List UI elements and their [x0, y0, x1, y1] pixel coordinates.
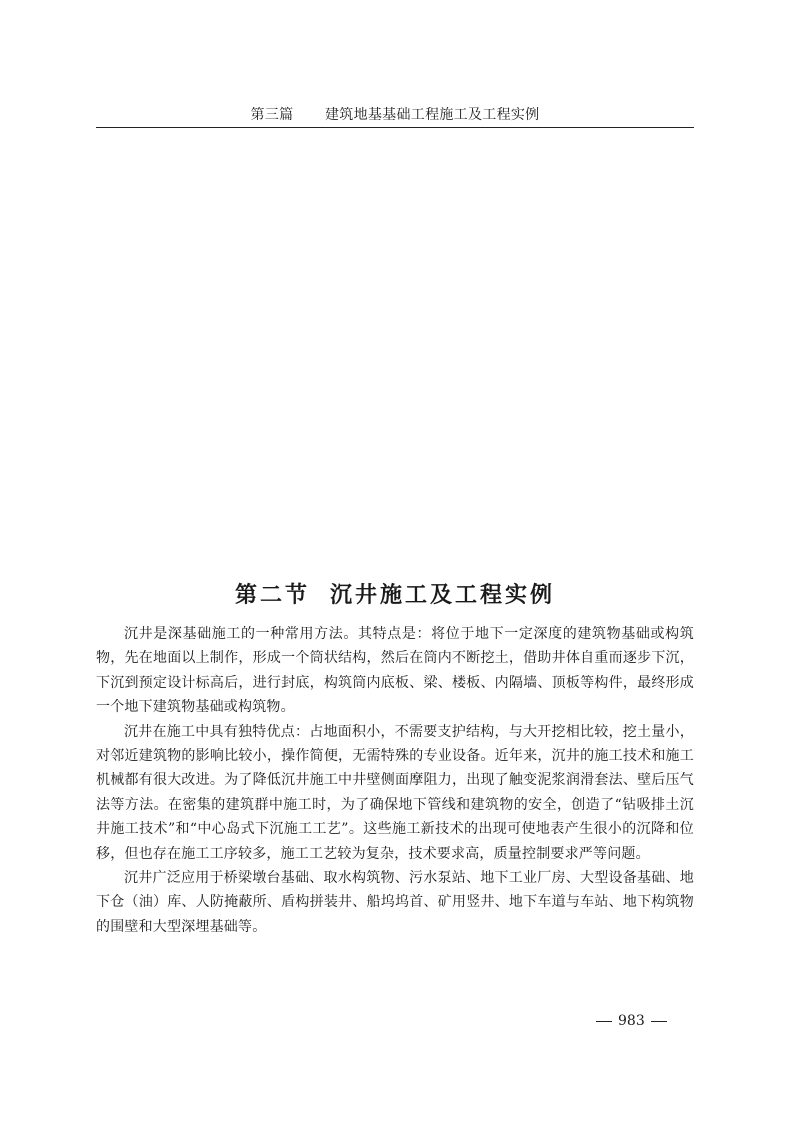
dash-left — [596, 1021, 612, 1022]
section-number: 第二节 — [234, 583, 310, 608]
paragraph: 沉井在施工中具有独特优点：占地面积小，不需要支护结构，与大开挖相比较，挖土量小，对邻近建筑物的影响比较小，操作简便，无需特殊的专业设备。近年来，沉井的施工技术和施工机械都有很大改进。为了降低沉井施工中井壁侧面摩阻力，出现了触变泥浆润滑套法、壁后压气法等方法。在密集的建筑群中施工时，为了确保地下管线和建筑物的安全，创造了“钻吸排土沉井施工技术”和“中心岛式下沉施工工艺”。这些施工新技术的出现可使地表产生很小的沉降和位移，但也存在施工工序较多，施工工艺较为复杂，技术要求高，质量控制要求严等问题。 — [96, 723, 694, 862]
section-heading — [96, 578, 694, 609]
dash-right — [651, 1021, 667, 1022]
header-rule — [96, 127, 694, 128]
page-number-footer — [596, 1013, 686, 1029]
page-number: 983 — [618, 1013, 645, 1029]
paragraph: 沉井广泛应用于桥梁墩台基础、取水构筑物、污水泵站、地下工业厂房、大型设备基础、地下仓（油）库、人防掩蔽所、盾构拼装井、船坞坞首、矿用竖井、地下车道与车站、地下构筑物的围壁和大型深埋基础等。 — [96, 870, 694, 935]
header-part: 第三篇 — [250, 107, 294, 123]
paragraph: 沉井是深基础施工的一种常用方法。其特点是：将位于地下一定深度的建筑物基础或构筑物，先在地面以上制作，形成一个筒状结构，然后在筒内不断挖土，借助井体自重而逐步下沉，下沉到预定设计标高后，进行封底，构筑筒内底板、梁、楼板、内隔墙、顶板等构件，最终形成一个地下建筑物基础或构筑物。 — [96, 626, 694, 716]
body-text — [96, 622, 694, 939]
running-header — [96, 104, 694, 124]
header-title: 建筑地基基础工程施工及工程实例 — [324, 107, 540, 123]
section-title: 沉井施工及工程实例 — [330, 583, 556, 608]
